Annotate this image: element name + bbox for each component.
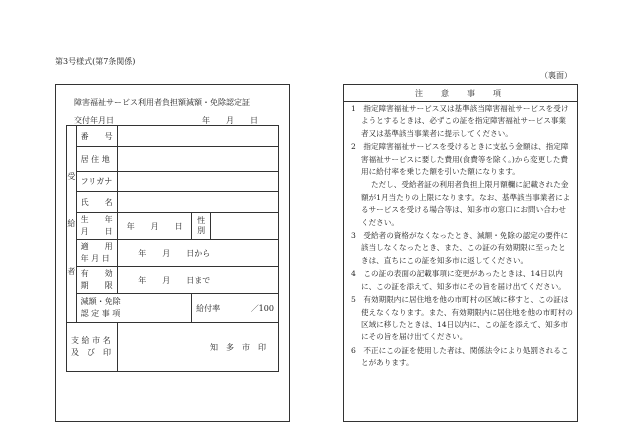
name-field [118,192,279,213]
notes-list [351,103,573,371]
note-2-proviso: ただし、受給者証の利用者負担上限月額欄に記載された金額が1月当たりの上限になります。なお、基準該当事業者によるサービスを受ける場合等は、知多市の窓口にお問い合わせください。 [361,180,571,227]
number-field [118,126,279,147]
note-5: 5 有効期限内に居住地を他の市町村の区域に移すと、この証は使えなくなります。また、有効期限内に居住地を他の市町村の区域に移したときは、14日以内に、この証を添えて、知多市にその旨を届け出てください。 [351,295,574,342]
address-label: 居 住 地 [76,147,118,172]
birth-label: 生 年 月 日 [76,213,118,240]
approval-label: 減額・免除 認 定 事 項 [76,294,192,323]
notes-title: 注 意 事 項 [415,89,506,98]
issuing-city-seal: 知 多 市 印 [118,323,279,372]
issuing-city-label: 支 給 市 名 及 び 印 [67,323,118,372]
issue-date-units: 年 月 日 [202,116,258,125]
note-6: 6 不正にこの証を使用した者は、関係法令により処罰されることがあります。 [351,345,569,368]
notes-divider [344,101,577,102]
gender-field [211,213,279,240]
certificate-title: 障害福祉サービス利用者負担額減額・免除認定証 [74,98,250,107]
furigana-field [118,172,279,192]
start-date-field: 年 月 日から [118,240,279,267]
furigana-label: フリガナ [76,172,118,192]
note-1: 1 指定障害福祉サービス又は基準該当障害福祉サービスを受けようとするときは、必ずこの証を指定障害福祉サービス事業者又は基準該当事業者に提示してください。 [351,104,569,138]
name-label: 氏 名 [76,192,118,213]
valid-until-field: 年 月 日まで [118,267,279,294]
certificate-table [66,125,279,372]
form-number-label: 第3号様式(第7条関係) [55,57,136,66]
note-2: 2 指定障害福祉サービスを受けるときに支払う金額は、指定障害福祉サービスに要した費用(食費等を除く。)から変更した費用に給付率を乗じた額を引いた額になります。 [351,142,569,177]
back-side-label: （裏面） [540,71,572,80]
address-field [118,147,279,172]
birth-field: 年 月 日 [118,213,192,240]
issue-date-label: 交付年月日 [74,116,114,125]
certificate-front [55,84,290,422]
gender-label: 性 別 [192,213,211,240]
certificate-back [343,84,578,422]
benefit-rate-value: ／100 [250,303,274,313]
note-3: 3 受給者の資格がなくなったとき、減額・免除の認定の要件に該当しなくなったとき、また、この証の有効期限に至ったときは、直ちにこの証を知多市に返してください。 [351,231,569,265]
benefit-rate-label: 給付率 [196,303,221,313]
benefit-rate-field [192,294,279,323]
recipient-vertical-label: 受 給 者 [67,126,77,323]
valid-until-label: 有 効 期 限 [76,267,118,294]
number-label: 番 号 [76,126,118,147]
start-date-label: 適 用 年 月 日 [76,240,118,267]
note-4: 4 この証の表面の記載事項に変更があったときは、14日以内に、この証を添えて、知多市にその旨を届け出てください。 [351,269,566,291]
